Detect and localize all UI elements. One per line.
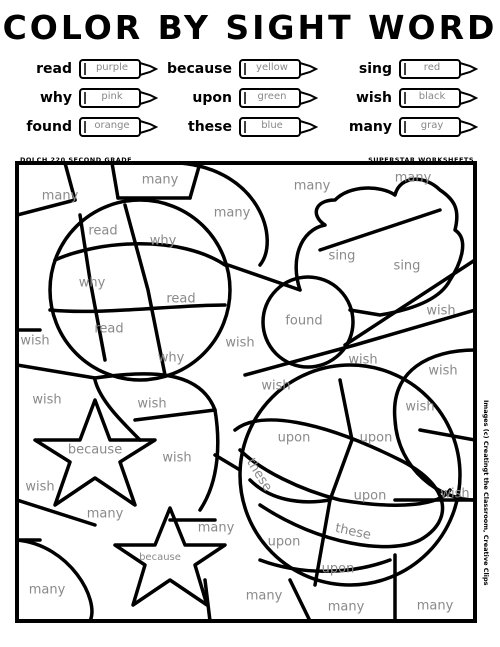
region-word: many	[245, 588, 283, 604]
region-outline	[112, 163, 118, 198]
region-outline	[135, 410, 215, 420]
region-word: many	[141, 172, 179, 188]
region-word: many	[28, 582, 66, 598]
region-word: upon	[359, 430, 393, 446]
region-word: these	[333, 520, 373, 544]
crayon-color-label: black	[418, 91, 446, 102]
region-word: wish	[440, 486, 470, 502]
crayon-color-label: orange	[94, 120, 130, 131]
region-word: many	[213, 205, 251, 221]
page-title: COLOR BY SIGHT WORD	[2, 8, 498, 47]
region-word: why	[157, 350, 185, 366]
key-word: many	[348, 119, 392, 135]
region-outline	[190, 163, 200, 198]
region-word: many	[394, 170, 432, 186]
region-word: many	[293, 178, 331, 194]
region-word: sing	[393, 258, 421, 274]
region-word: wish	[137, 396, 167, 412]
region-word: read	[166, 291, 196, 307]
region-outline	[95, 380, 140, 440]
region-word: upon	[321, 561, 355, 577]
region-word: upon	[353, 488, 387, 504]
key-word: because	[166, 61, 232, 77]
region-outline	[228, 265, 300, 290]
region-word: many	[86, 506, 124, 522]
region-word: sing	[328, 248, 356, 264]
region-word: wish	[348, 352, 378, 368]
region-word: wish	[32, 392, 62, 408]
region-outline	[320, 210, 440, 250]
region-word: found	[285, 313, 323, 329]
image-credit: Images (c) Creatingt the Classroom, Creative Clips	[482, 400, 490, 586]
key-word: wish	[355, 90, 392, 106]
region-outline	[125, 205, 165, 375]
region-word: wish	[20, 333, 50, 349]
region-outline	[17, 540, 92, 621]
region-word: read	[94, 321, 124, 337]
region-word: wish	[428, 363, 458, 379]
crayon-color-label: gray	[420, 120, 444, 131]
region-word: wish	[405, 399, 435, 415]
region-outline	[290, 580, 310, 621]
key-word: read	[36, 61, 72, 77]
crayon-color-label: purple	[95, 62, 129, 73]
key-word: found	[26, 119, 72, 135]
region-word: because	[139, 552, 181, 563]
region-outline	[50, 305, 225, 311]
region-word: these	[243, 455, 275, 495]
crayon-color-label: red	[423, 62, 441, 73]
region-word: many	[41, 188, 79, 204]
region-word: because	[67, 442, 123, 458]
crayon-color-label: yellow	[256, 62, 288, 73]
key-word: upon	[192, 90, 232, 106]
region-word: many	[197, 520, 235, 536]
key-word: why	[39, 90, 72, 106]
crayon-color-label: green	[257, 91, 287, 102]
region-word: wish	[225, 335, 255, 351]
crayon-color-label: pink	[101, 91, 123, 102]
region-word: many	[416, 598, 454, 614]
region-word: wish	[162, 450, 192, 466]
region-word: why	[78, 275, 106, 291]
region-outline	[315, 380, 352, 585]
grade-label: DOLCH 220 SECOND GRADE	[20, 156, 133, 164]
region-word: wish	[426, 303, 456, 319]
region-word: many	[327, 599, 365, 615]
picture-frame	[17, 163, 475, 621]
region-outline	[17, 365, 95, 378]
region-word: wish	[25, 479, 55, 495]
region-outline	[420, 430, 475, 440]
region-word: upon	[277, 430, 311, 446]
crayon-color-label: blue	[261, 120, 283, 131]
region-word: why	[149, 233, 177, 249]
brand-label: SUPERSTAR WORKSHEETS	[368, 156, 474, 164]
region-word: wish	[261, 378, 291, 394]
region-word: read	[88, 223, 118, 239]
key-word: these	[188, 119, 232, 135]
key-word: sing	[358, 61, 392, 77]
region-word: upon	[267, 534, 301, 550]
region-outline	[50, 200, 230, 380]
